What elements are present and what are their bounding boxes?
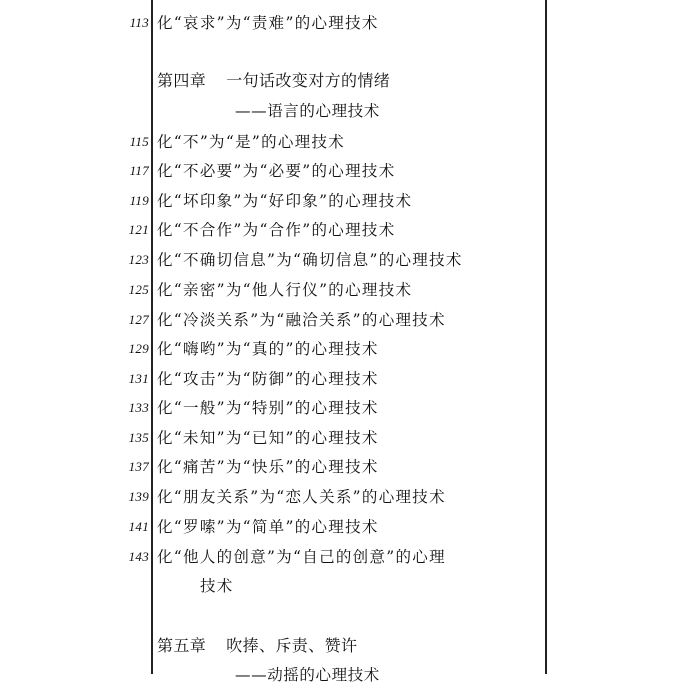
entry-title: 化“不”为“是”的心理技术: [157, 133, 346, 151]
entry-title: 化“攻击”为“防御”的心理技术: [157, 370, 379, 388]
page-number: 139: [128, 489, 149, 504]
page-number: 113: [129, 15, 149, 30]
page-number: 129: [128, 341, 149, 356]
chapter-subtitle: ——语言的心理技术: [235, 102, 380, 120]
entry-title: 化“亲密”为“他人行仪”的心理技术: [157, 281, 413, 299]
entry-title: 化“他人的创意”为“自己的创意”的心理: [157, 548, 446, 566]
chapter-label: 第四章: [157, 71, 207, 90]
chapter-heading: [157, 72, 390, 90]
entry-title: 化“不合作”为“合作”的心理技术: [157, 221, 396, 239]
page-number: 127: [128, 312, 149, 327]
left-margin-rule: [151, 0, 153, 674]
page-number: 117: [129, 163, 149, 178]
entry-title: 化“不确切信息”为“确切信息”的心理技术: [157, 251, 463, 269]
chapter-label: 第五章: [157, 636, 207, 655]
entry-title: 化“朋友关系”为“恋人关系”的心理技术: [157, 488, 446, 506]
page-number: 141: [128, 519, 149, 534]
entry-title: 化“一般”为“特别”的心理技术: [157, 399, 379, 417]
chapter-subtitle: ——动摇的心理技术: [235, 666, 380, 682]
entry-title: 化“罗嗦”为“简单”的心理技术: [157, 518, 379, 536]
chapter-title: 一句话改变对方的情绪: [226, 71, 391, 90]
page-number: 135: [128, 430, 149, 445]
page-number: 125: [128, 282, 149, 297]
page-number: 123: [128, 252, 149, 267]
entry-title: 化“坏印象”为“好印象”的心理技术: [157, 192, 413, 210]
page-number: 121: [128, 222, 149, 237]
entry-title: 化“哀求”为“责难”的心理技术: [157, 14, 379, 32]
entry-title: 化“不必要”为“必要”的心理技术: [157, 162, 396, 180]
entry-title-continued: 技术: [200, 577, 234, 595]
page-number: 131: [128, 371, 149, 386]
entry-title: 化“冷淡关系”为“融洽关系”的心理技术: [157, 311, 446, 329]
entry-title: 化“未知”为“已知”的心理技术: [157, 429, 379, 447]
right-margin-rule: [545, 0, 547, 674]
page-number: 137: [128, 459, 149, 474]
entry-title: 化“嗨哟”为“真的”的心理技术: [157, 340, 379, 358]
page-number: 119: [129, 193, 149, 208]
page-number: 133: [128, 400, 149, 415]
entry-title: 化“痛苦”为“快乐”的心理技术: [157, 458, 379, 476]
page-number: 143: [128, 549, 149, 564]
chapter-title: 吹捧、斥责、赞许: [226, 636, 358, 655]
chapter-heading: [157, 637, 357, 655]
page-number: 115: [129, 134, 149, 149]
